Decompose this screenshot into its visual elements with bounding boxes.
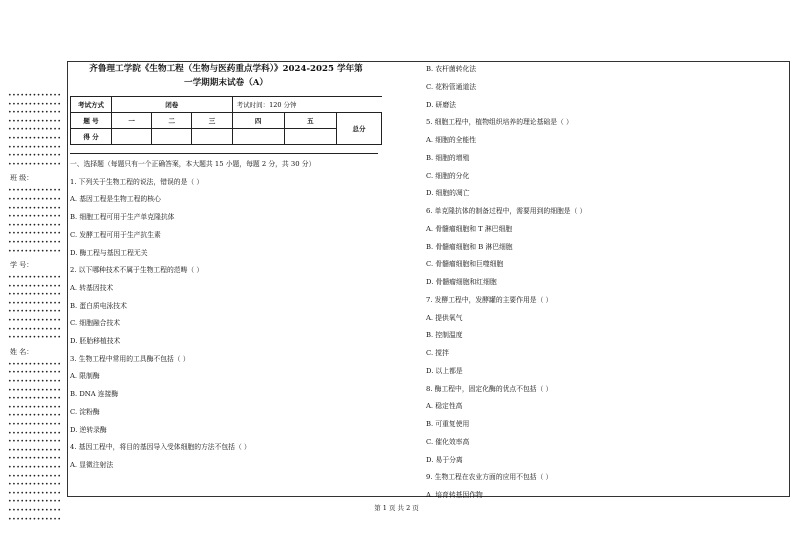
exam-mode-label: 考试方式 xyxy=(71,97,112,113)
question-line: B. 农杆菌转化法 xyxy=(426,65,477,73)
question-number-label: 题 号 xyxy=(71,113,112,129)
question-line: C. 细胞融合技术 xyxy=(70,319,121,328)
column-three: 三 xyxy=(192,113,232,129)
question-line: D. 胚胎移植技术 xyxy=(70,337,121,346)
question-line: 4. 基因工程中，将目的基因导入受体细胞的方法不包括（ ） xyxy=(70,443,251,452)
question-line: C. 细胞的分化 xyxy=(426,171,470,180)
left-questions xyxy=(70,156,382,475)
left-column xyxy=(70,61,382,475)
question-line: C. 骨髓瘤细胞和巨噬细胞 xyxy=(426,260,504,269)
name-label: 姓 名： xyxy=(10,347,34,356)
right-questions xyxy=(426,61,786,505)
score-cell[interactable] xyxy=(112,129,152,145)
question-line: A. 细胞的全能性 xyxy=(426,136,477,144)
column-two: 二 xyxy=(152,113,192,129)
question-line: A. 转基因技术 xyxy=(70,283,114,292)
question-line: D. 骨髓瘤细胞和红细胞 xyxy=(426,278,497,286)
question-line: A. 骨髓瘤细胞和 T 淋巴细胞 xyxy=(426,224,513,233)
exam-time: 考试时间：120 分钟 xyxy=(232,97,381,113)
question-line: D. 以上都是 xyxy=(426,366,463,375)
score-table xyxy=(70,96,382,145)
question-line: B. 细胞工程可用于生产单克隆抗体 xyxy=(70,213,175,222)
question-line: C. 催化效率高 xyxy=(426,437,470,446)
question-line: B. 蛋白质电泳技术 xyxy=(70,301,127,310)
question-line: 一、选择题（每题只有一个正确答案，本大题共 15 小题，每题 2 分，共 30 分） xyxy=(70,160,316,168)
score-row xyxy=(71,129,382,145)
dotted-binding-line: ••••••••••••• ••••••••••••• ••••••••••••• ••••••••••••• ••••••••••••• ••••••••••••• ••••••••••••• ••••••••••••• xyxy=(8,274,62,342)
exam-mode-value: 闭卷 xyxy=(112,97,233,113)
score-cell[interactable] xyxy=(152,129,192,145)
page-footer: 第 1 页 共 2 页 xyxy=(374,504,419,512)
question-line: A. 基因工程是生物工程的核心 xyxy=(70,195,161,204)
right-column xyxy=(426,61,786,505)
exam-title xyxy=(70,61,382,90)
question-line: A. 稳定性高 xyxy=(426,402,463,411)
question-line: 1. 下列关于生物工程的说法，错误的是（ ） xyxy=(70,177,204,186)
dotted-binding-line: ••••••••••••• ••••••••••••• ••••••••••••• ••••••••••••• ••••••••••••• ••••••••••••• ••••••••••••• ••••••••••••• xyxy=(8,187,62,255)
score-cell[interactable] xyxy=(232,129,284,145)
question-line: D. 研磨法 xyxy=(426,100,456,109)
question-line: A. 限制酶 xyxy=(70,372,100,381)
question-line: D. 酶工程与基因工程无关 xyxy=(70,248,148,257)
column-five: 五 xyxy=(284,113,336,129)
question-line: 5. 细胞工程中，植物组织培养的理论基础是（ ） xyxy=(426,118,573,127)
score-cell[interactable] xyxy=(284,129,336,145)
question-line: C. 淀粉酶 xyxy=(70,407,100,416)
question-line: B. 细胞的增殖 xyxy=(426,153,470,162)
question-line: A. 提供氧气 xyxy=(426,313,463,322)
question-line: C. 花粉管通道法 xyxy=(426,82,477,91)
student-id-label: 学 号： xyxy=(10,261,34,270)
question-line: A. 显微注射法 xyxy=(70,460,114,469)
question-line: C. 搅拌 xyxy=(426,349,449,357)
exam-title-line2: 一学期期末试卷（A） xyxy=(183,78,268,88)
question-line: B. 可重复使用 xyxy=(426,420,470,428)
question-line: D. 逆转录酶 xyxy=(70,425,107,434)
question-line: D. 易于分离 xyxy=(426,455,463,464)
question-line: 8. 酶工程中，固定化酶的优点不包括（ ） xyxy=(426,384,553,393)
binding-sidebar xyxy=(8,92,60,524)
exam-title-line1: 齐鲁理工学院《生物工程（生物与医药重点学科）》2024-2025 学年第 xyxy=(89,64,363,74)
column-one: 一 xyxy=(112,113,152,129)
dotted-binding-line: ••••••••••••• ••••••••••••• ••••••••••••• ••••••••••••• ••••••••••••• ••••••••••••• ••••••••••••• ••••••••••••• ••••••••••••• xyxy=(8,92,62,168)
question-line: B. 控制温度 xyxy=(426,331,463,340)
question-line: 6. 单克隆抗体的制备过程中，需要用到的细胞是（ ） xyxy=(426,207,587,215)
section-divider xyxy=(70,153,378,154)
total-label: 总分 xyxy=(337,113,382,145)
question-line: 3. 生物工程中常用的工具酶不包括（ ） xyxy=(70,354,190,363)
question-line: B. 骨髓瘤细胞和 B 淋巴细胞 xyxy=(426,242,513,251)
question-line: 7. 发酵工程中，发酵罐的主要作用是（ ） xyxy=(426,295,553,304)
score-cell[interactable] xyxy=(192,129,232,145)
question-line: A. 培育转基因作物 xyxy=(426,491,483,499)
column-four: 四 xyxy=(232,113,284,129)
question-number-row xyxy=(71,113,382,129)
question-line: 9. 生物工程在农业方面的应用不包括（ ） xyxy=(426,473,553,482)
dotted-binding-line: ••••••••••••• ••••••••••••• ••••••••••••• ••••••••••••• ••••••••••••• ••••••••••••• ••••••••••••• ••••••••••••• ••••••••••••• ••••••••••••• ••••••••••••• ••••••••••••• ••••••••••••• ••••••••••••• ••••••••••••• ••••••••••••• ••••••••••••• ••••••••••••• ••••••••••••• xyxy=(8,360,62,523)
class-label: 班 级： xyxy=(10,174,34,183)
exam-info-row xyxy=(71,97,382,113)
question-line: C. 发酵工程可用于生产抗生素 xyxy=(70,230,161,239)
question-line: B. DNA 连接酶 xyxy=(70,390,119,399)
score-label: 得 分 xyxy=(71,129,112,145)
question-line: D. 细胞的凋亡 xyxy=(426,189,470,198)
question-line: 2. 以下哪种技术不属于生物工程的范畴（ ） xyxy=(70,266,204,275)
